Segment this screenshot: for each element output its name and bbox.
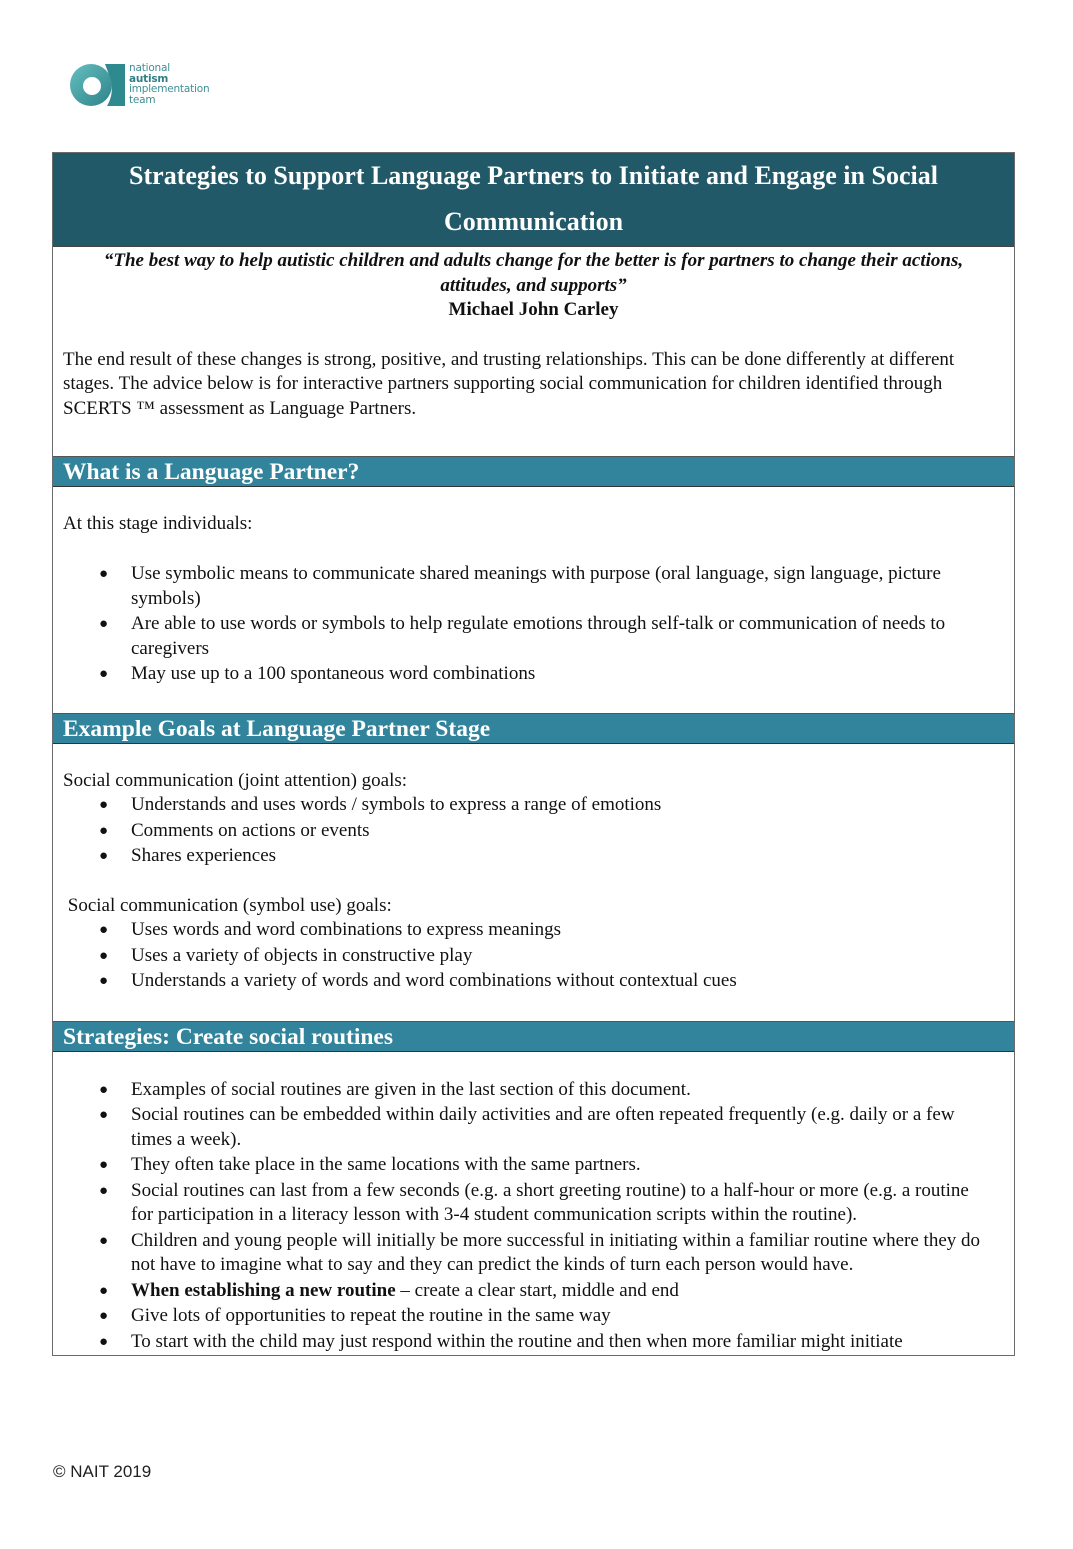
section-lead: At this stage individuals: — [63, 512, 253, 534]
bullet-icon: ● — [99, 1157, 109, 1173]
bullet-list — [53, 562, 1014, 687]
bullet-icon: ● — [99, 666, 109, 682]
section-heading-strategies-social-routines: Strategies: Create social routines — [53, 1021, 1014, 1052]
bullet-icon: ● — [99, 566, 109, 582]
nait-logo-icon — [67, 58, 125, 110]
list-item: ● Use symbolic means to communicate shared meanings with purpose (oral language, sign language, picture symbols) — [99, 563, 941, 609]
logo-line-implementation: implementation — [129, 83, 210, 95]
section-heading-what-is-language-partner: What is a Language Partner? — [53, 456, 1014, 487]
list-item: ● Understands a variety of words and word combinations without contextual cues — [131, 969, 994, 994]
bullet-icon: ● — [99, 1182, 109, 1199]
list-item: ● Uses words and word combinations to express meanings — [131, 918, 994, 943]
logo-line-team: team — [129, 93, 156, 106]
list-item: ● Children and young people will initially be more successful in initiating within a familiar routine where they do not have to imagine what to say and they can predict the kinds of turn each person would have. — [99, 1229, 980, 1275]
list-item: ● Give lots of opportunities to repeat the routine in the same way — [131, 1304, 994, 1329]
bullet-icon: ● — [99, 1232, 109, 1249]
bullet-icon: ● — [99, 1308, 109, 1324]
list-item: ● Shares experiences — [131, 844, 994, 869]
list-item: ● Social routines can last from a few seconds (e.g. a short greeting routine) to a half-hour or more (e.g. a routine for participation in a literacy lesson with 3-4 student communication scripts within the routine). — [99, 1179, 969, 1225]
quote-block — [53, 247, 1014, 323]
logo-wordmark — [129, 63, 209, 105]
goals-group-lead: Social communication (joint attention) goals: — [63, 769, 408, 791]
bullet-icon: ● — [99, 1081, 109, 1098]
bullet-list — [53, 1078, 1014, 1355]
copyright-footer: © NAIT 2019 — [53, 1462, 152, 1481]
bullet-list — [53, 793, 1014, 869]
quote-author: Michael John Carley — [448, 299, 619, 320]
nait-logo — [67, 58, 209, 110]
bullet-icon: ● — [99, 1333, 109, 1350]
list-item: ● May use up to a 100 spontaneous word combinations — [131, 662, 994, 687]
page-title: Strategies to Support Language Partners to Initiate and Engage in Social Communication — [53, 153, 1014, 247]
intro-paragraph: The end result of these changes is strong, positive, and trusting relationships. This can be done differently at different stages. The advice below is for interactive partners supporting social communication for children identified through SCERTS ™ assessment as Language Partners. — [63, 348, 955, 419]
bullet-icon: ● — [99, 822, 109, 839]
bullet-icon: ● — [99, 1107, 109, 1123]
document-frame — [52, 152, 1015, 1356]
logo-line-national: national — [129, 62, 170, 74]
emphasis-text: When establishing a new routine — [131, 1279, 396, 1301]
list-item: ● They often take place in the same locations with the same partners. — [131, 1153, 994, 1178]
list-item: ● Comments on actions or events — [131, 819, 994, 844]
bullet-list — [53, 918, 1014, 994]
goals-group-lead: Social communication (symbol use) goals: — [63, 894, 392, 916]
bullet-icon: ● — [99, 922, 109, 938]
bullet-icon: ● — [99, 616, 109, 632]
list-item: ● Social routines can be embedded within daily activities and are often repeated frequently (e.g. daily or a few times a week). — [99, 1104, 955, 1150]
bullet-icon: ● — [99, 848, 109, 864]
list-item: ● Uses a variety of objects in constructive play — [131, 944, 994, 969]
bullet-icon: ● — [99, 973, 109, 989]
list-item: ● Are able to use words or symbols to help regulate emotions through self-talk or communication of needs to caregivers — [99, 613, 946, 659]
quote-text: “The best way to help autistic children and adults change for the better is for partners to change their actions, attitudes, and supports” — [103, 250, 964, 296]
bullet-icon: ● — [99, 1282, 109, 1299]
bullet-icon: ● — [99, 797, 109, 813]
list-item: ● When establishing a new routine – create a clear start, middle and end — [131, 1279, 994, 1304]
list-item: ● To start with the child may just respond within the routine and then when more familiar might initiate — [131, 1330, 994, 1355]
bullet-icon: ● — [99, 947, 109, 964]
list-item: ● Understands and uses words / symbols to express a range of emotions — [131, 793, 994, 818]
logo-line-autism: autism — [129, 72, 169, 85]
section-heading-example-goals: Example Goals at Language Partner Stage — [53, 713, 1014, 744]
list-item: ● Examples of social routines are given in the last section of this document. — [131, 1078, 994, 1103]
